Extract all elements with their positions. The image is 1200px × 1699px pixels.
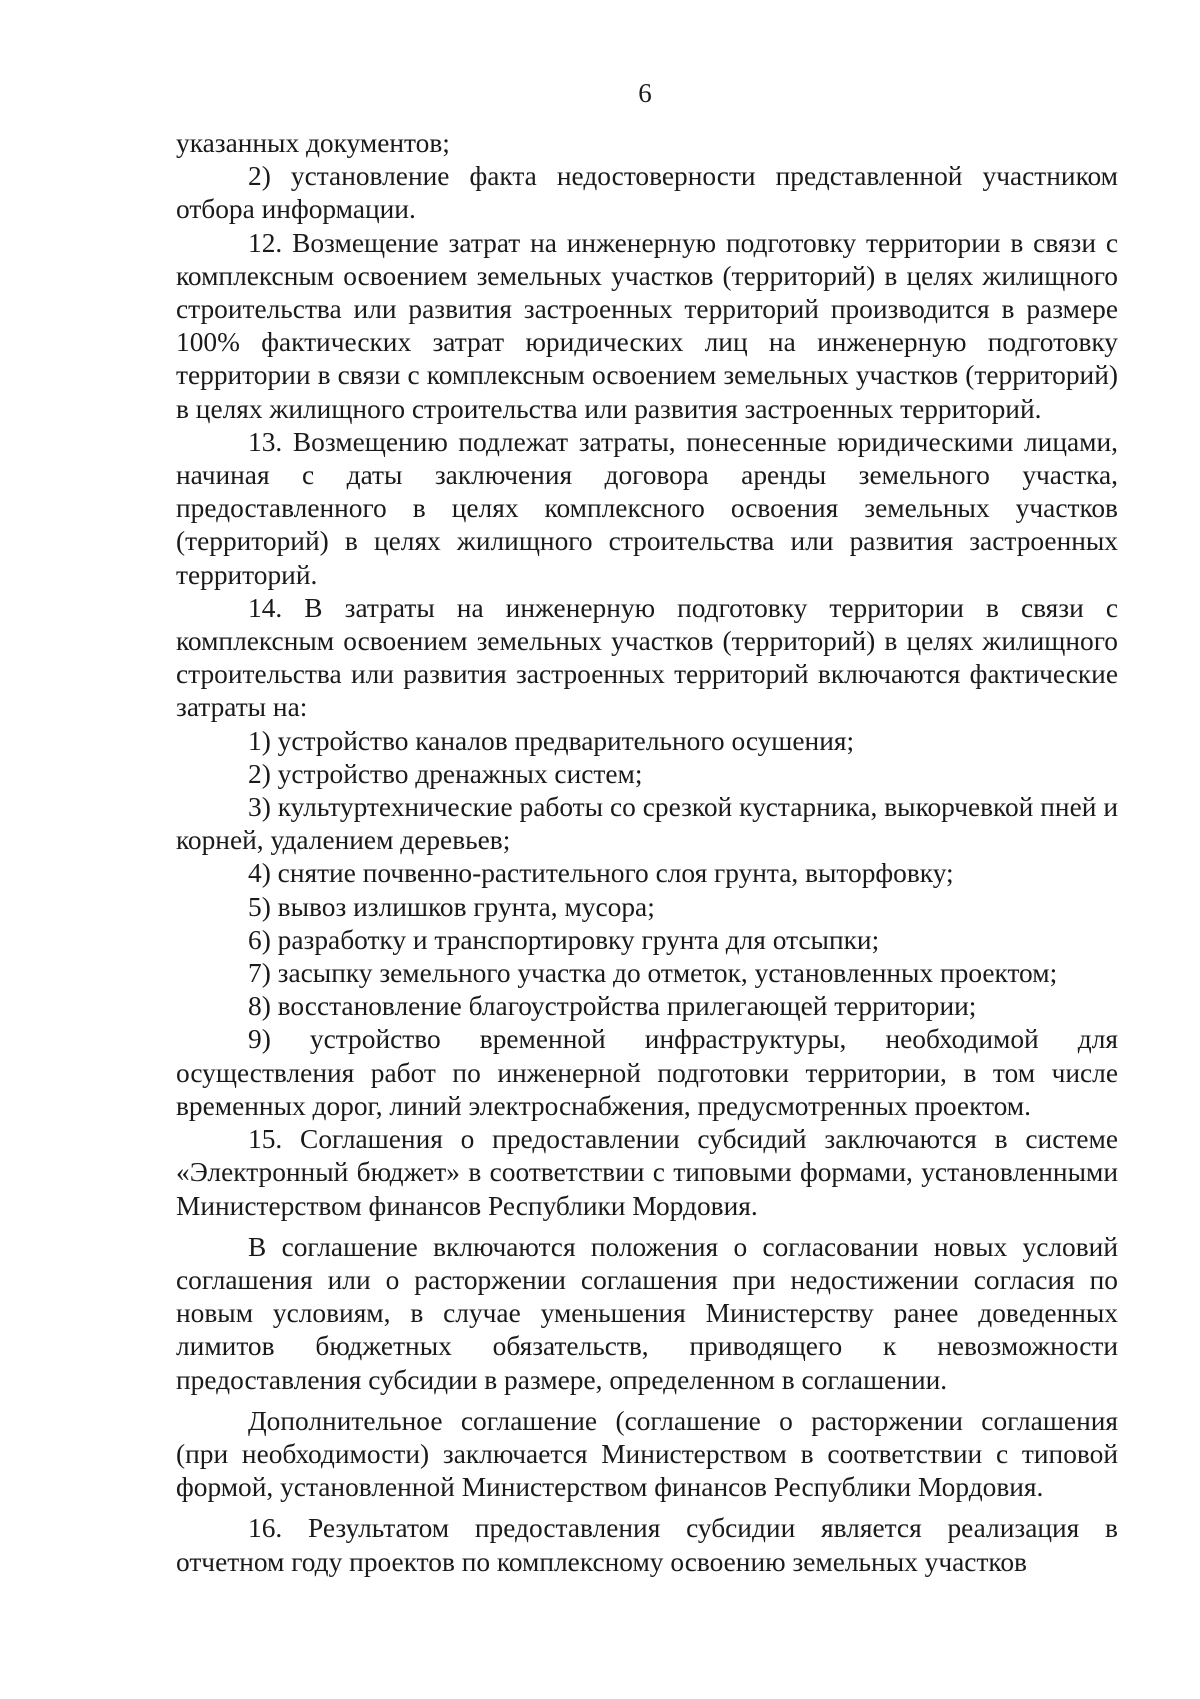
paragraph: 14. В затраты на инженерную подготовку территории в связи с комплексным освоением земельных участков (территорий) в целях жилищного строительства или развития застроенных территорий включаются фактические затраты на: [176,592,1118,723]
paragraph: указанных документов; [176,128,450,158]
list-item: 6) разработку и транспортировку грунта для отсыпки; [248,924,880,955]
paragraph: 13. Возмещению подлежат затраты, понесенные юридическими лицами, начиная с даты заключения договора аренды земельного участка, предоставленного в целях комплексного освоения земельных участков (территорий) в целях жилищного строительства или развития застроенных территорий. [176,426,1118,590]
paragraph: В соглашение включаются положения о согласовании новых условий соглашения или о расторжении соглашения при недостижении согласия по новым условиям, в случае уменьшения Министерству ранее доведенных лимитов бюджетных обязательств, приводящего к невозможности предоставления субсидии в размере, определенном в соглашении. [176,1231,1118,1395]
paragraph: Дополнительное соглашение (соглашение о расторжении соглашения (при необходимости) заключается Министерством в соответствии с типовой формой, установленной Министерством финансов Республики Мордовия. [176,1405,1118,1503]
list-item: 1) устройство каналов предварительного осушения; [248,725,855,756]
list-item: 5) вывоз излишков грунта, мусора; [248,891,655,922]
list-item: 7) засыпку земельного участка до отметок, установленных проектом; [248,958,1058,989]
page-number: 6 [638,78,652,108]
list-item: 9) устройство временной инфраструктуры, необходимой для осуществления работ по инженерной подготовки территории, в том числе временных дорог, линий электроснабжения, предусмотренных проектом. [176,1024,1118,1121]
paragraph: 12. Возмещение затрат на инженерную подготовку территории в связи с комплексным освоением земельных участков (территорий) в целях жилищного строительства или развития застроенных территорий производится в размере 100% фактических затрат юридических лиц на инженерную подготовку территории в связи с комплексным освоением земельных участков (территорий) в целях жилищного строительства или развития застроенных территорий. [176,227,1118,424]
paragraph: 15. Соглашения о предоставлении субсидий заключаются в системе «Электронный бюджет» в соответствии с типовыми формами, установленными Министерством финансов Республики Мордовия. [176,1124,1118,1221]
list-item: 3) культуртехнические работы со срезкой кустарника, выкорчевкой пней и корней, удалением деревьев; [176,792,1118,856]
paragraph: 16. Результатом предоставления субсидии является реализация в отчетном году проектов по комплексному освоению земельных участков [176,1513,1118,1577]
list-item: 2) устройство дренажных систем; [248,758,643,789]
paragraph: 2) установление факта недостоверности представленной участником отбора информации. [176,161,1118,225]
document-body [176,127,1118,1579]
list-item: 8) восстановление благоустройства прилегающей территории; [248,991,977,1022]
list-item: 4) снятие почвенно-растительного слоя грунта, выторфовку; [248,858,954,889]
